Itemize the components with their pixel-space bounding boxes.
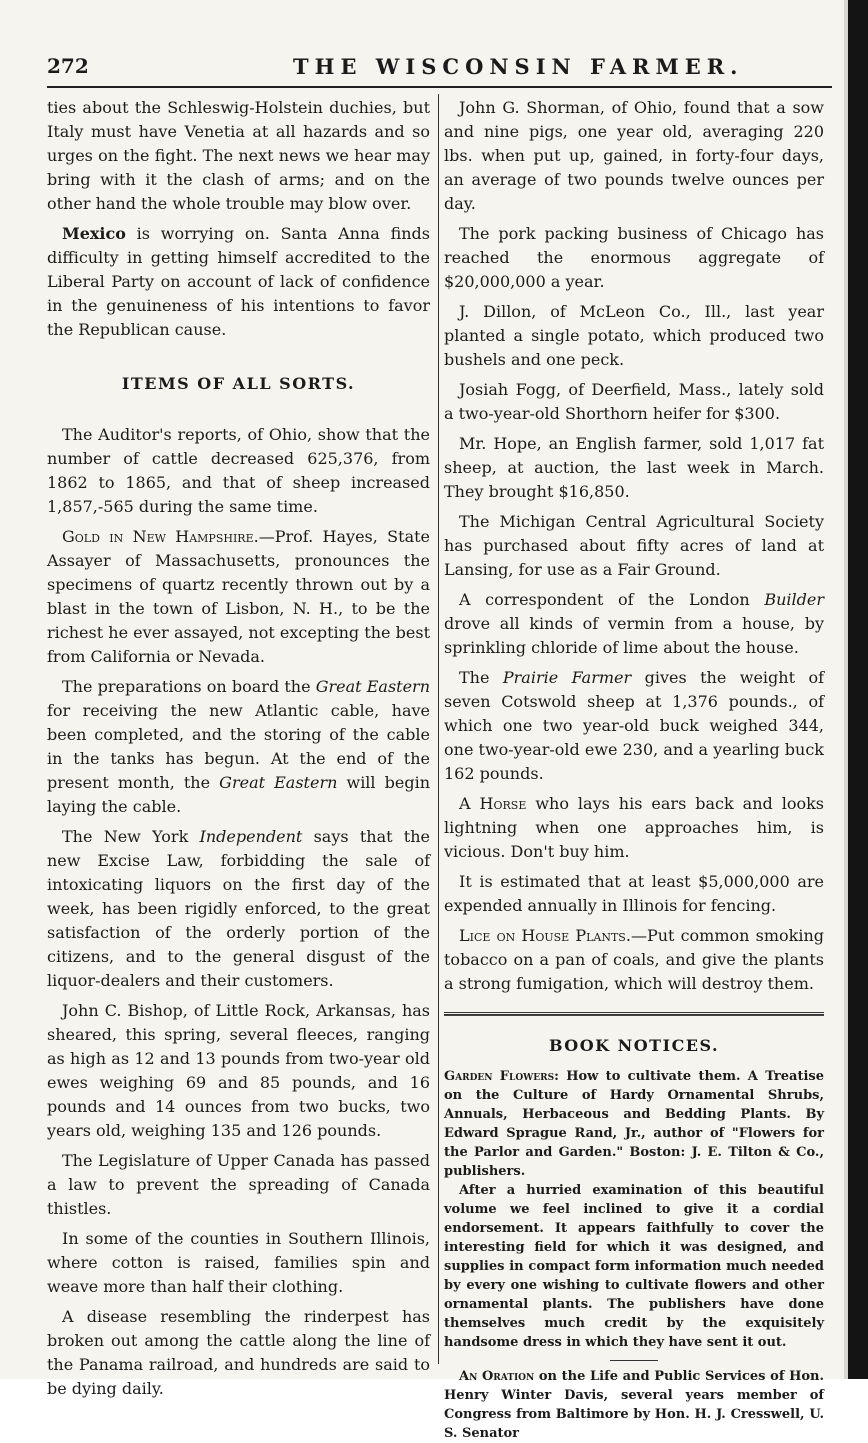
item-paragraph: Mr. Hope, an English farmer, sold 1,017 fat sheep, at auction, the last week in March. They brought $16,850. [444,434,824,501]
section-heading: BOOK NOTICES. [548,1036,720,1055]
item-paragraph: The preparations on board the Great Eastern for receiving the new Atlantic cable, have been completed, and the storing of the cable in the tanks has begun. At the end of the present month, the Great Eastern will begin laying the cable. [47,677,431,816]
page-header [47,48,835,84]
item-paragraph: It is estimated that at least $5,000,000 are expended annually in Illinois for fencing. [444,872,824,915]
book-notices [444,1067,824,1443]
item-lead: Lice on House Plants. [459,926,631,945]
book-notice: An Oration on the Life and Public Services of Hon. Henry Winter Davis, several years member of Congress from Baltimore by Hon. H. J. Cresswell, U. S. Senator [444,1369,824,1441]
item-paragraph: The Prairie Farmer gives the weight of seven Cotswold sheep at 1,376 pounds., of which one two year-old buck weighed 344, one two-year-old ewe 230, and a yearling buck 162 pounds. [444,668,825,783]
scan-border [848,0,868,1379]
item-paragraph: The New York Independent says that the new Excise Law, forbidding the sale of intoxicating liquors on the first day of the week, has been rigidly enforced, to the great satisfaction of the orderly portion of the citizens, and to the general disgust of the liquor-dealers and their customers. [47,827,431,990]
item-paragraph: In some of the counties in Southern Illinois, where cotton is raised, families spin and weave more than half their clothing. [47,1229,430,1296]
book-review: After a hurried examination of this beautiful volume we feel inclined to give it a cordial endorsement. It appears faithfully to cover the interesting field for which it was designed, and supplies in compact form information much needed by every one wishing to cultivate flowers and other ornamental plants. The publishers have done themselves much credit by the exquisitely handsome dress in which they have sent it out. [444,1183,824,1350]
section-heading-block [444,1012,824,1055]
article-paragraph: ties about the Schleswig-Holstein duchies, but Italy must have Venetia at all hazards and so urges on the fight. The next news we hear may bring with it the clash of arms; and on the other hand the whole trouble may blow over. [47,98,430,213]
item-paragraph: The pork packing business of Chicago has reached the enormous aggregate of $20,000,000 a year. [444,224,824,291]
lead-word: Mexico [62,224,126,243]
item-paragraph: John C. Bishop, of Little Rock, Arkansas, has sheared, this spring, several fleeces, ranging as high as 12 and 13 pounds from two-year old ewes weighing 69 and 85 pounds, and 16 pounds and 14 ounces from two bucks, two years old, weighing 135 and 126 pounds. [47,1001,430,1140]
item-paragraph: A correspondent of the London Builder drove all kinds of vermin from a house, by sprinkling chloride of lime about the house. [444,590,824,657]
item-paragraph: J. Dillon, of McLeon Co., Ill., last year planted a single potato, which produced two bushels and one peck. [444,302,824,369]
article-paragraph: Mexico is worrying on. Santa Anna finds difficulty in getting himself accredited to the Liberal Party on account of lack of confidence in the genuineness of his intentions to favor the Republican cause. [47,224,430,339]
right-column [444,96,824,1443]
section-heading-block [47,374,430,393]
book-notice: Garden Flowers: How to cultivate them. A Treatise on the Culture of Hardy Ornamental Shrubs, Annuals, Herbaceous and Bedding Plants. By Edward Sprague Rand, Jr., author of "Flowers for the Parlor and Garden." Boston: J. E. Tilton & Co., publishers. [444,1069,825,1179]
item-paragraph: John G. Shorman, of Ohio, found that a sow and nine pigs, one year old, averaging 220 lbs. when put up, gained, in forty-four days, an average of two pounds twelve ounces per day. [444,98,824,213]
item-lead: A Horse [459,794,527,813]
item-lead: Gold in New Hampshire. [62,527,259,546]
item-paragraph: The Michigan Central Agricultural Society has purchased about fifty acres of land at Lansing, for use as a Fair Ground. [444,512,824,579]
item-paragraph: A Horse who lays his ears back and looks lightning when one approaches him, is vicious. Don't buy him. [444,794,825,861]
item-paragraph: The Legislature of Upper Canada has passed a law to prevent the spreading of Canada thistles. [47,1151,430,1218]
item-paragraph: Gold in New Hampshire.—Prof. Hayes, State Assayer of Massachusetts, pronounces the specimens of quartz recently thrown out by a blast in the town of Lisbon, N. H., to be the richest he ever assayed, not excepting the best from California or Nevada. [47,527,431,666]
item-paragraph: Josiah Fogg, of Deerfield, Mass., lately sold a two-year-old Shorthorn heifer for $300. [444,380,824,423]
notice-divider [610,1360,658,1361]
journal-title: THE WISCONSIN FARMER. [293,54,744,79]
section-heading: ITEMS OF ALL SORTS. [121,374,356,393]
item-paragraph: A disease resembling the rinderpest has broken out among the cattle along the line of the Panama railroad, and hundreds are said to be dying daily. [47,1307,430,1398]
item-paragraph: The Auditor's reports, of Ohio, show that the number of cattle decreased 625,376, from 1862 to 1865, and that of sheep increased 1,857,-565 during the same time. [47,425,430,516]
item-paragraph: Lice on House Plants.—Put common smoking tobacco on a pan of coals, and give the plants a strong fumigation, which will destroy them. [444,926,824,993]
page-number: 272 [47,54,89,78]
book-title: Garden Flowers: [444,1069,559,1084]
header-rule [47,86,832,88]
column-divider [438,94,439,1364]
section-rule-thin [444,1015,824,1016]
left-column [47,96,430,1401]
book-title: An Oration [459,1369,535,1384]
